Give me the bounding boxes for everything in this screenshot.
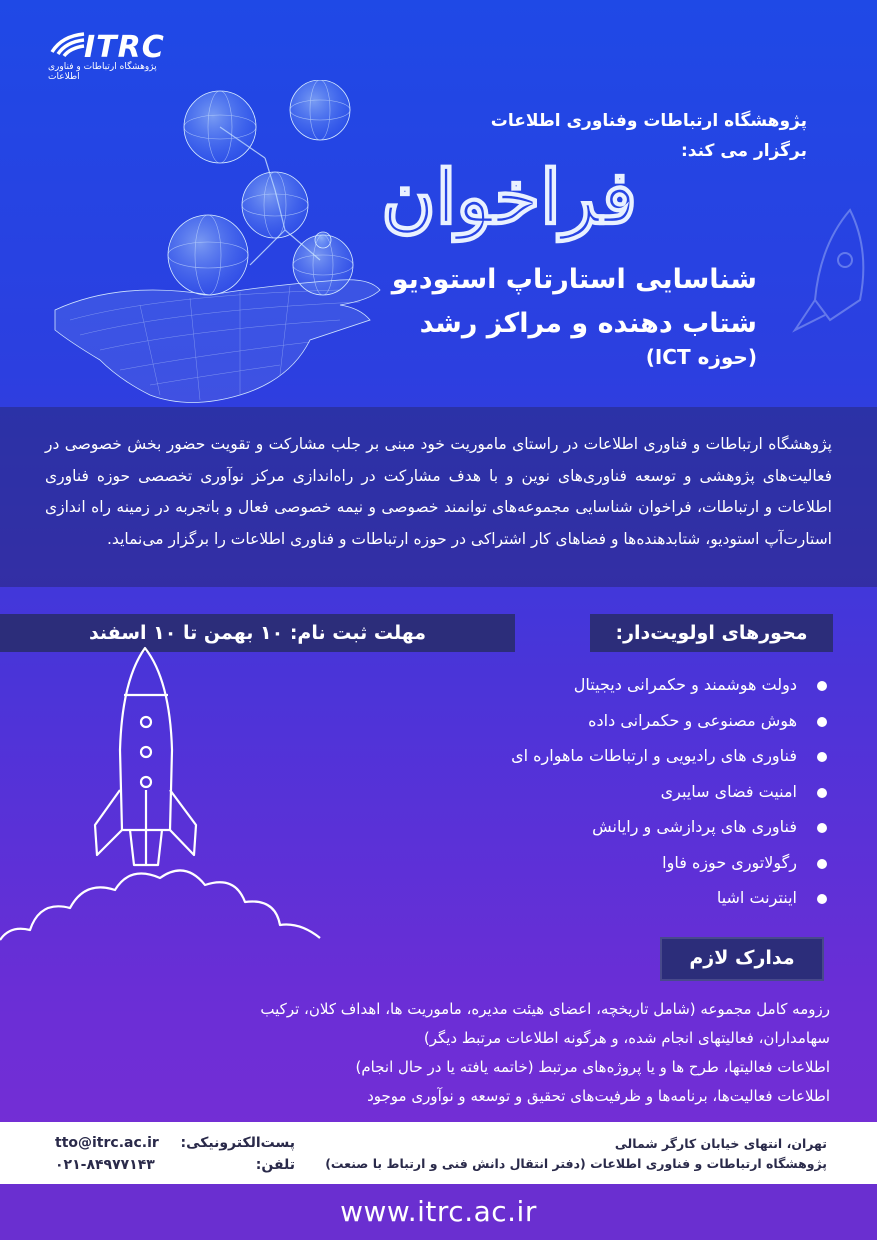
registration-deadline: مهلت ثبت نام: ۱۰ بهمن تا ۱۰ اسفند [0, 614, 515, 652]
address-line-1: تهران، انتهای خیابان کارگر شمالی [614, 1136, 827, 1151]
intro-panel [0, 407, 877, 587]
phone-row [55, 1154, 295, 1176]
list-item: رگولاتوری حوزه فاوا [467, 850, 827, 886]
logo-wordmark: ITRC [84, 30, 165, 65]
list-item: فناوری های پردازشی و رایانش [467, 814, 827, 850]
priority-heading: محورهای اولویت‌دار: [590, 614, 833, 652]
decorative-rocket-icon [770, 190, 877, 350]
documents-heading: مدارک لازم [660, 937, 824, 981]
list-item: امنیت فضای سایبری [467, 779, 827, 815]
documents-line: سهامداران، فعالیتهای انجام شده، و هرگونه اطلاعات مرتبط دیگر) [423, 1029, 830, 1047]
list-item: فناوری های رادیویی و ارتباطات ماهواره ای [467, 743, 827, 779]
organizer-name: پژوهشگاه ارتباطات وفناوری اطلاعات [490, 111, 807, 131]
documents-line: اطلاعات فعالیتها، طرح ها و یا پروژه‌های مرتبط (خاتمه یافته یا در حال انجام) [355, 1058, 830, 1076]
phone-number: ۰۲۱-۸۴۹۷۷۱۴۳ [55, 1157, 155, 1173]
website-link[interactable]: www.itrc.ac.ir [340, 1195, 537, 1228]
rocket-launch-illustration [0, 640, 330, 960]
contact-details [55, 1132, 295, 1176]
email-row [55, 1132, 295, 1154]
call-title: فراخوان [381, 155, 637, 241]
address-block [307, 1134, 827, 1174]
address-line-2: پژوهشگاه ارتباطات و فناوری اطلاعات (دفتر انتقال دانش فنی و ارتباط با صنعت) [325, 1156, 827, 1171]
priority-list [467, 672, 827, 921]
molecule-spheres [168, 80, 353, 295]
intro-paragraph: پژوهشگاه ارتباطات و فناوری اطلاعات در راستای ماموریت خود مبنی بر جلب مشارکت و تقویت حضور بخش خصوصی در فعالیت‌های پژوهشی و توسعه فناوری‌های نوین و با هدف مشارکت در راه‌اندازی مرکز نوآوری تخصصی حوزه فناوری اطلاعات و ارتباطات، فراخوان شناسایی مجموعه‌های توانمند خصوصی و نیمه خصوصی فعال و باتجربه در زمینه راه اندازی استارت‌آپ استودیو، شتابدهنده‌ها و فضاهای کار اشتراکی در حوزه ارتباطات و فناوری اطلاعات را برگزار می‌نماید. [45, 435, 832, 548]
itrc-logo [48, 30, 188, 82]
email-link[interactable]: tto@itrc.ac.ir [55, 1135, 159, 1151]
logo-subtitle: پژوهشگاه ارتباطات و فناوری اطلاعات [48, 62, 157, 82]
subtitle-ict-scope: (حوزه ICT) [645, 345, 757, 369]
wireframe-hand [55, 280, 380, 403]
call-subtitle [337, 258, 757, 346]
list-item: اینترنت اشیا [467, 885, 827, 921]
organizer-holds: برگزار می کند: [680, 141, 807, 161]
footer [0, 1184, 877, 1240]
subtitle-line-1: شناسایی استارتاپ استودیو [391, 264, 757, 295]
list-item: هوش مصنوعی و حکمرانی داده [467, 708, 827, 744]
documents-line: رزومه کامل مجموعه (شامل تاریخچه، اعضای هیئت مدیره، ماموریت ها، اهداف کلان، ترکیب [260, 1000, 830, 1018]
phone-label: تلفن: [255, 1157, 295, 1173]
documents-list [50, 995, 830, 1111]
contact-strip [0, 1122, 877, 1184]
list-item: دولت هوشمند و حکمرانی دیجیتال [467, 672, 827, 708]
documents-line: اطلاعات فعالیت‌ها، برنامه‌ها و ظرفیت‌های تحقیق و توسعه و نوآوری موجود [367, 1087, 830, 1105]
subtitle-line-2: شتاب دهنده و مراکز رشد [419, 308, 757, 339]
email-label: پست‌الکترونیکی: [180, 1135, 295, 1151]
signal-waves-icon [48, 30, 88, 58]
